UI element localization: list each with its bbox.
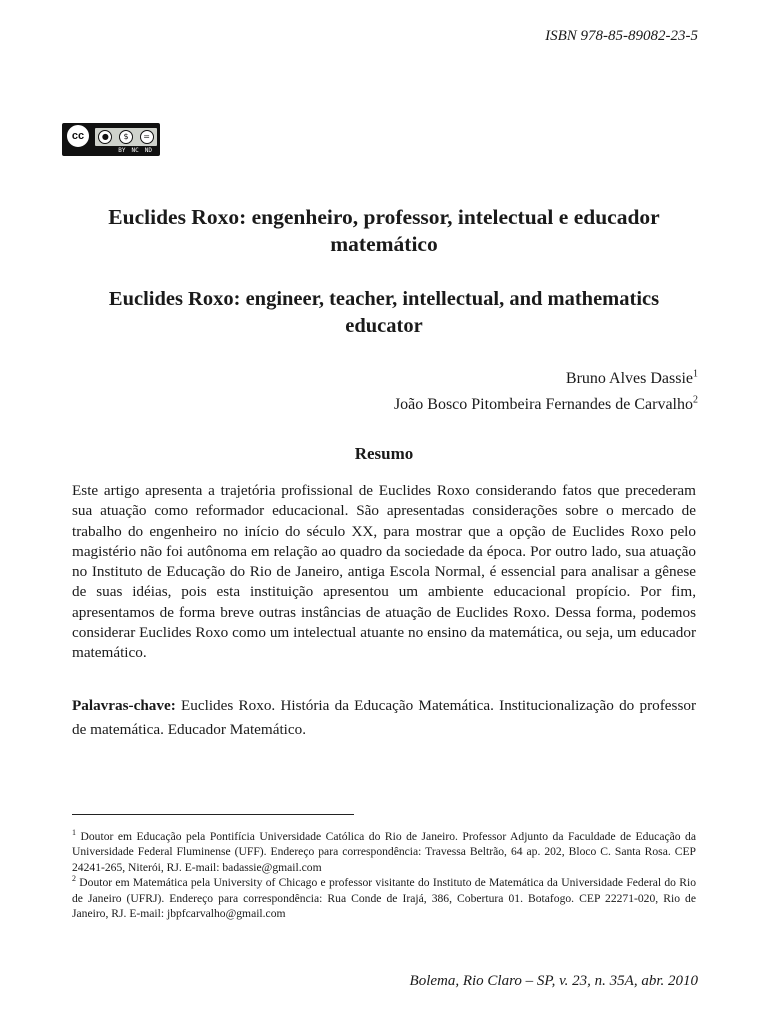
license-label-nd: ND [144,147,152,154]
keywords [72,694,696,742]
abstract-heading: Resumo [354,444,414,463]
footnote-1 [72,829,696,875]
footnote-mark: 2 [693,394,698,406]
title-portuguese: Euclides Roxo: engenheiro, professor, intelectual e educador matemático [108,205,660,256]
cc-logo-icon: cc [65,123,91,149]
footnote-mark: 1 [72,828,76,838]
title-english: Euclides Roxo: engineer, teacher, intellectual, and mathematics educator [108,288,660,337]
author-name: João Bosco Pitombeira Fernandes de Carvalho [393,396,693,413]
license-label-nc: NC [131,147,139,154]
author-2 [394,392,698,418]
license-label-by: BY [118,147,126,154]
keywords-label: Palavras-chave: [72,697,176,714]
author-name: Bruno Alves Dassie [565,370,693,387]
person-icon: ● [98,130,112,144]
footnotes [72,829,696,921]
footnote-divider [72,814,354,815]
abstract-text: Este artigo apresenta a trajetória profissional de Euclides Roxo considerando fatos que precederam sua atuação como reformador educacional. São apresentadas considerações sobre o mercado de trabalho do engenheiro no início do século XX, para mostrar que a opção de Euclides Roxo pelo magistério não foi autônoma em relação ao quadro da sociedade da época. Por outro lado, sua atuação no Instituto de Educação do Rio de Janeiro, antiga Escola Normal, é essencial para analisar a gênese de suas idéias, pois esta instituição apresentou um ambiente educacional propício. Por fim, apresentamos de forma breve outras instâncias de atuação de Euclides Roxo. Dessa forma, podemos considerar Euclides Roxo como um intelectual atuante no ensino da matemática, ou seja, um educador matemático. [72,482,696,662]
footnote-2 [72,875,696,921]
footnote-mark: 2 [72,874,76,884]
footnote-mark: 1 [693,368,698,380]
creative-commons-license-badge[interactable] [62,123,160,156]
footnote-text: Doutor em Educação pela Pontifícia Universidade Católica do Rio de Janeiro. Professor Adjunto da Faculdade de Educação da Universidade Federal Fluminense (UFF). Endereço para correspondência: Travessa Beltrão, 64 ap. 202, Bloco C. Santa Rosa. CEP 24241-265, Niterói, RJ. E-mail: badassie@gmail.com [72,830,696,874]
author-1 [394,366,698,392]
keywords-text: Euclides Roxo. História da Educação Matemática. Institucionalização do professor de matemática. Educador Matemático. [72,697,697,738]
footnote-text: Doutor em Matemática pela University of Chicago e professor visitante do Instituto de Matemática da Universidade Federal do Rio de Janeiro (UFRJ). Endereço para correspondência: Rua Conde de Irajá, 386, Cobertura 01. Botafogo. CEP 22271-020, Rio de Janeiro, RJ. E-mail: jbpfcarvalho@gmail.com [72,876,696,921]
no-dollar-icon: $ [119,130,133,144]
isbn-header: ISBN 978-85-89082-23-5 [545,28,698,44]
equals-icon: = [140,130,154,144]
journal-reference: Bolema, Rio Claro – SP, v. 23, n. 35A, abr. 2010 [409,973,698,989]
author-list [394,366,698,418]
